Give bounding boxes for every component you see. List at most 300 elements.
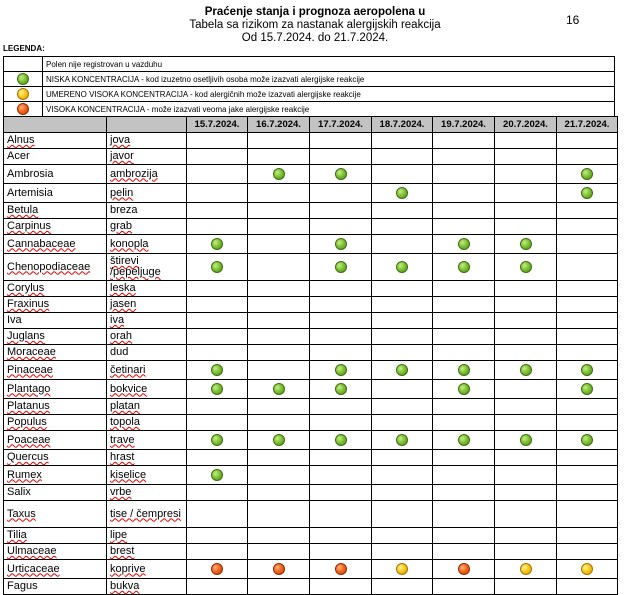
risk-cell: [557, 501, 618, 528]
latin-name-text: Chenopodiaceae: [7, 260, 91, 273]
local-name: [107, 235, 187, 254]
local-name: [107, 345, 187, 361]
date-header-row: [4, 117, 618, 133]
latin-name-text: Corylus: [7, 282, 45, 294]
risk-cell: [495, 281, 557, 297]
date-header: 16.7.2024.: [248, 117, 310, 133]
risk-cell: [433, 235, 495, 254]
table-row: [4, 219, 618, 235]
latin-name: [4, 281, 107, 297]
risk-cell: [187, 297, 248, 313]
risk-cell: [495, 219, 557, 235]
latin-name-text: Taxus: [7, 507, 36, 520]
green-dot-icon: [520, 261, 532, 273]
risk-cell: [495, 345, 557, 361]
risk-cell: [372, 203, 433, 219]
latin-name: [4, 485, 107, 501]
latin-name: [4, 528, 107, 544]
risk-cell: [495, 579, 557, 595]
page-subtitle: Tabela sa rizikom za nastanak alergijskih reakcija: [189, 19, 441, 31]
latin-name-text: Platanus: [7, 400, 50, 412]
risk-cell: [433, 528, 495, 544]
latin-name-text: Betula: [7, 204, 39, 216]
table-row: [4, 485, 618, 501]
risk-cell: [187, 579, 248, 595]
yellow-dot-icon: [581, 563, 593, 575]
green-dot-icon: [458, 238, 470, 250]
risk-cell: [372, 219, 433, 235]
risk-cell: [248, 345, 310, 361]
risk-cell: [495, 329, 557, 345]
page-number: 16: [566, 13, 580, 27]
latin-name-text: Artemisia: [7, 186, 53, 199]
risk-cell: [372, 361, 433, 380]
risk-cell: [310, 415, 372, 431]
risk-cell: [557, 485, 618, 501]
local-name-text: breza: [110, 204, 138, 216]
local-name: [107, 431, 187, 450]
latin-name-text: Quercus: [7, 451, 49, 463]
table-row: [4, 297, 618, 313]
risk-cell: [495, 466, 557, 485]
risk-cell: [433, 219, 495, 235]
risk-cell: [372, 380, 433, 399]
local-name: [107, 361, 187, 380]
green-dot-icon: [273, 168, 285, 180]
risk-cell: [433, 380, 495, 399]
risk-cell: [310, 313, 372, 329]
risk-cell: [187, 485, 248, 501]
legend-text: Polen nije registrovan u vazduhu: [43, 57, 615, 72]
table-row: [4, 466, 618, 485]
local-name-text: iva: [110, 314, 125, 326]
local-name: [107, 297, 187, 313]
risk-cell: [372, 165, 433, 184]
table-row: [4, 149, 618, 165]
green-dot-icon: [458, 261, 470, 273]
latin-name-text: Urticaceae: [7, 562, 60, 575]
latin-name: [4, 415, 107, 431]
risk-cell: [187, 501, 248, 528]
risk-cell: [372, 149, 433, 165]
risk-cell: [557, 399, 618, 415]
table-row: [4, 165, 618, 184]
risk-cell: [248, 313, 310, 329]
risk-cell: [187, 184, 248, 203]
latin-name: [4, 203, 107, 219]
risk-cell: [433, 361, 495, 380]
risk-cell: [310, 485, 372, 501]
latin-name: [4, 297, 107, 313]
local-name: [107, 329, 187, 345]
risk-cell: [248, 329, 310, 345]
green-dot-icon: [581, 434, 593, 446]
table-row: [4, 501, 618, 528]
green-dot-icon: [581, 364, 593, 376]
risk-cell: [557, 219, 618, 235]
red-dot-icon: [335, 563, 347, 575]
risk-cell: [557, 254, 618, 281]
local-name: [107, 415, 187, 431]
risk-cell: [187, 329, 248, 345]
risk-cell: [248, 380, 310, 399]
latin-name-text: Iva: [7, 314, 22, 326]
risk-cell: [187, 149, 248, 165]
risk-cell: [372, 254, 433, 281]
risk-cell: [248, 399, 310, 415]
risk-cell: [187, 431, 248, 450]
red-dot-icon: [17, 103, 29, 115]
risk-cell: [310, 431, 372, 450]
table-row: [4, 380, 618, 399]
latin-name: [4, 345, 107, 361]
green-dot-icon: [211, 261, 223, 273]
local-name-text: dud: [110, 346, 129, 358]
risk-cell: [187, 380, 248, 399]
latin-name-text: Moraceae: [7, 346, 56, 358]
risk-cell: [495, 560, 557, 579]
risk-cell: [187, 560, 248, 579]
risk-cell: [495, 313, 557, 329]
table-row: [4, 329, 618, 345]
risk-cell: [433, 133, 495, 149]
latin-name-text: Ambrosia: [7, 167, 54, 180]
risk-cell: [187, 219, 248, 235]
date-header: 18.7.2024.: [372, 117, 433, 133]
risk-cell: [495, 380, 557, 399]
risk-cell: [433, 485, 495, 501]
risk-cell: [495, 297, 557, 313]
green-dot-icon: [273, 383, 285, 395]
risk-cell: [557, 313, 618, 329]
risk-cell: [372, 399, 433, 415]
risk-cell: [372, 466, 433, 485]
risk-cell: [248, 544, 310, 560]
risk-cell: [495, 149, 557, 165]
latin-name: [4, 544, 107, 560]
risk-cell: [495, 415, 557, 431]
latin-name: [4, 235, 107, 254]
local-name-text: vrbe: [110, 486, 132, 498]
risk-cell: [557, 415, 618, 431]
risk-cell: [310, 235, 372, 254]
risk-cell: [372, 415, 433, 431]
risk-cell: [495, 203, 557, 219]
local-name-text: jasen: [110, 298, 137, 310]
green-dot-icon: [396, 434, 408, 446]
risk-cell: [433, 450, 495, 466]
date-header: 15.7.2024.: [187, 117, 248, 133]
local-name: [107, 466, 187, 485]
latin-name-text: Salix: [7, 486, 31, 498]
risk-cell: [248, 149, 310, 165]
risk-cell: [248, 254, 310, 281]
risk-cell: [248, 528, 310, 544]
green-dot-icon: [581, 168, 593, 180]
latin-name: [4, 466, 107, 485]
risk-cell: [495, 528, 557, 544]
risk-cell: [248, 450, 310, 466]
legend-row-green: [4, 72, 615, 87]
risk-cell: [495, 361, 557, 380]
yellow-dot-icon: [17, 88, 29, 100]
latin-name: [4, 560, 107, 579]
risk-cell: [433, 313, 495, 329]
table-row: [4, 184, 618, 203]
risk-cell: [372, 235, 433, 254]
local-name-text: hrast: [110, 451, 135, 463]
latin-name: [4, 149, 107, 165]
risk-cell: [310, 219, 372, 235]
risk-cell: [248, 165, 310, 184]
table-row: [4, 450, 618, 466]
local-name-text: bukva: [110, 580, 140, 592]
risk-cell: [433, 399, 495, 415]
latin-name: [4, 431, 107, 450]
risk-cell: [372, 345, 433, 361]
risk-cell: [433, 431, 495, 450]
risk-cell: [310, 203, 372, 219]
risk-cell: [310, 450, 372, 466]
risk-cell: [557, 361, 618, 380]
risk-cell: [433, 544, 495, 560]
risk-cell: [248, 235, 310, 254]
risk-cell: [495, 165, 557, 184]
risk-cell: [310, 380, 372, 399]
risk-cell: [187, 399, 248, 415]
risk-cell: [187, 281, 248, 297]
local-name: [107, 501, 187, 528]
legend-table: [3, 56, 615, 117]
green-dot-icon: [458, 434, 470, 446]
risk-cell: [433, 345, 495, 361]
table-row: [4, 235, 618, 254]
local-name-text: javor: [110, 150, 134, 162]
risk-cell: [248, 560, 310, 579]
risk-cell: [557, 560, 618, 579]
green-dot-icon: [335, 383, 347, 395]
latin-name-text: Carpinus: [7, 220, 52, 232]
risk-cell: [310, 466, 372, 485]
table-row: [4, 544, 618, 560]
green-dot-icon: [335, 364, 347, 376]
green-dot-icon: [211, 238, 223, 250]
green-dot-icon: [17, 73, 29, 85]
local-name: [107, 149, 187, 165]
risk-cell: [187, 254, 248, 281]
risk-cell: [433, 579, 495, 595]
latin-name-text: Fraxinus: [7, 298, 50, 310]
latin-name: [4, 501, 107, 528]
local-name: [107, 560, 187, 579]
risk-cell: [557, 133, 618, 149]
risk-cell: [557, 149, 618, 165]
risk-cell: [248, 466, 310, 485]
risk-cell: [433, 254, 495, 281]
latin-name: [4, 313, 107, 329]
risk-cell: [557, 203, 618, 219]
latin-name: [4, 450, 107, 466]
risk-cell: [433, 415, 495, 431]
local-name-text: štirevi /pepeljuge: [110, 255, 161, 278]
local-name: [107, 133, 187, 149]
risk-cell: [310, 133, 372, 149]
local-name-text: jova: [110, 134, 131, 146]
local-name: [107, 281, 187, 297]
risk-cell: [187, 133, 248, 149]
green-dot-icon: [396, 261, 408, 273]
red-dot-icon: [211, 563, 223, 575]
legend-indicator-cell: [4, 87, 43, 102]
latin-name: [4, 361, 107, 380]
risk-cell: [557, 579, 618, 595]
local-name: [107, 544, 187, 560]
green-dot-icon: [581, 383, 593, 395]
table-row: [4, 203, 618, 219]
latin-name: [4, 184, 107, 203]
risk-cell: [557, 380, 618, 399]
risk-cell: [557, 329, 618, 345]
date-header: 19.7.2024.: [433, 117, 495, 133]
header-blank-cell: [4, 117, 107, 133]
local-name-text: leska: [110, 282, 136, 294]
risk-cell: [372, 501, 433, 528]
risk-cell: [557, 165, 618, 184]
risk-cell: [372, 560, 433, 579]
latin-name: [4, 579, 107, 595]
local-name-text: orah: [110, 330, 133, 342]
risk-cell: [187, 235, 248, 254]
risk-cell: [433, 560, 495, 579]
green-dot-icon: [458, 383, 470, 395]
risk-cell: [495, 431, 557, 450]
risk-cell: [433, 184, 495, 203]
date-header: 21.7.2024.: [557, 117, 618, 133]
green-dot-icon: [520, 364, 532, 376]
risk-cell: [495, 485, 557, 501]
risk-cell: [495, 133, 557, 149]
date-header: 20.7.2024.: [495, 117, 557, 133]
latin-name-text: Acer: [7, 150, 30, 162]
risk-cell: [187, 165, 248, 184]
risk-cell: [372, 133, 433, 149]
local-name: [107, 165, 187, 184]
risk-cell: [557, 528, 618, 544]
green-dot-icon: [335, 238, 347, 250]
risk-cell: [495, 399, 557, 415]
green-dot-icon: [211, 383, 223, 395]
local-name-text: lipe: [110, 529, 128, 541]
page-title: Praćenje stanja i prognoza aeropolena u: [204, 6, 426, 18]
risk-cell: [433, 203, 495, 219]
risk-cell: [310, 281, 372, 297]
legend-indicator-cell: [4, 72, 43, 87]
risk-cell: [248, 133, 310, 149]
risk-cell: [495, 544, 557, 560]
green-dot-icon: [396, 364, 408, 376]
risk-cell: [372, 431, 433, 450]
green-dot-icon: [335, 434, 347, 446]
green-dot-icon: [335, 261, 347, 273]
risk-cell: [248, 184, 310, 203]
legend-text: UMERENO VISOKA KONCENTRACIJA - kod alergičnih može izazvati alergijske reakcije: [43, 87, 615, 102]
latin-name-text: Pinaceae: [7, 363, 53, 376]
table-row: [4, 361, 618, 380]
risk-cell: [372, 485, 433, 501]
risk-cell: [248, 361, 310, 380]
risk-cell: [187, 313, 248, 329]
red-dot-icon: [273, 563, 285, 575]
risk-cell: [248, 297, 310, 313]
latin-name-text: Cannabaceae: [7, 237, 76, 250]
risk-cell: [495, 254, 557, 281]
latin-name-text: Plantago: [7, 382, 51, 395]
risk-cell: [433, 501, 495, 528]
local-name-text: grab: [110, 220, 133, 232]
latin-name-text: Alnus: [7, 134, 35, 146]
table-row: [4, 281, 618, 297]
yellow-dot-icon: [396, 563, 408, 575]
local-name-text: konopla: [110, 237, 149, 250]
latin-name-text: Rumex: [7, 468, 42, 481]
risk-cell: [248, 415, 310, 431]
green-dot-icon: [211, 364, 223, 376]
risk-cell: [557, 466, 618, 485]
table-row: [4, 345, 618, 361]
latin-name-text: Populus: [7, 416, 47, 428]
risk-cell: [187, 415, 248, 431]
risk-cell: [557, 345, 618, 361]
table-row: [4, 313, 618, 329]
risk-cell: [557, 235, 618, 254]
local-name: [107, 313, 187, 329]
table-row: [4, 560, 618, 579]
risk-cell: [372, 329, 433, 345]
red-dot-icon: [458, 563, 470, 575]
green-dot-icon: [520, 238, 532, 250]
risk-cell: [187, 203, 248, 219]
latin-name-text: Poaceae: [7, 433, 51, 446]
local-name-text: tise / čempresi: [110, 507, 181, 520]
risk-cell: [495, 235, 557, 254]
legend-title: LEGENDA:: [3, 44, 45, 53]
local-name-text: brest: [110, 545, 135, 557]
latin-name: [4, 329, 107, 345]
latin-name: [4, 219, 107, 235]
date-range: Od 15.7.2024. do 21.7.2024.: [241, 32, 389, 44]
risk-cell: [433, 297, 495, 313]
risk-cell: [310, 254, 372, 281]
table-row: [4, 399, 618, 415]
legend-indicator-cell: [4, 57, 43, 72]
risk-cell: [372, 297, 433, 313]
risk-cell: [372, 313, 433, 329]
table-row: [4, 579, 618, 595]
risk-cell: [557, 184, 618, 203]
table-row: [4, 415, 618, 431]
risk-cell: [372, 450, 433, 466]
table-row: [4, 254, 618, 281]
local-name-text: kiselice: [110, 468, 147, 481]
latin-name-text: Fagus: [7, 580, 38, 592]
risk-cell: [310, 297, 372, 313]
table-row: [4, 528, 618, 544]
local-name: [107, 399, 187, 415]
local-name: [107, 203, 187, 219]
risk-cell: [310, 544, 372, 560]
risk-cell: [495, 450, 557, 466]
risk-cell: [433, 466, 495, 485]
